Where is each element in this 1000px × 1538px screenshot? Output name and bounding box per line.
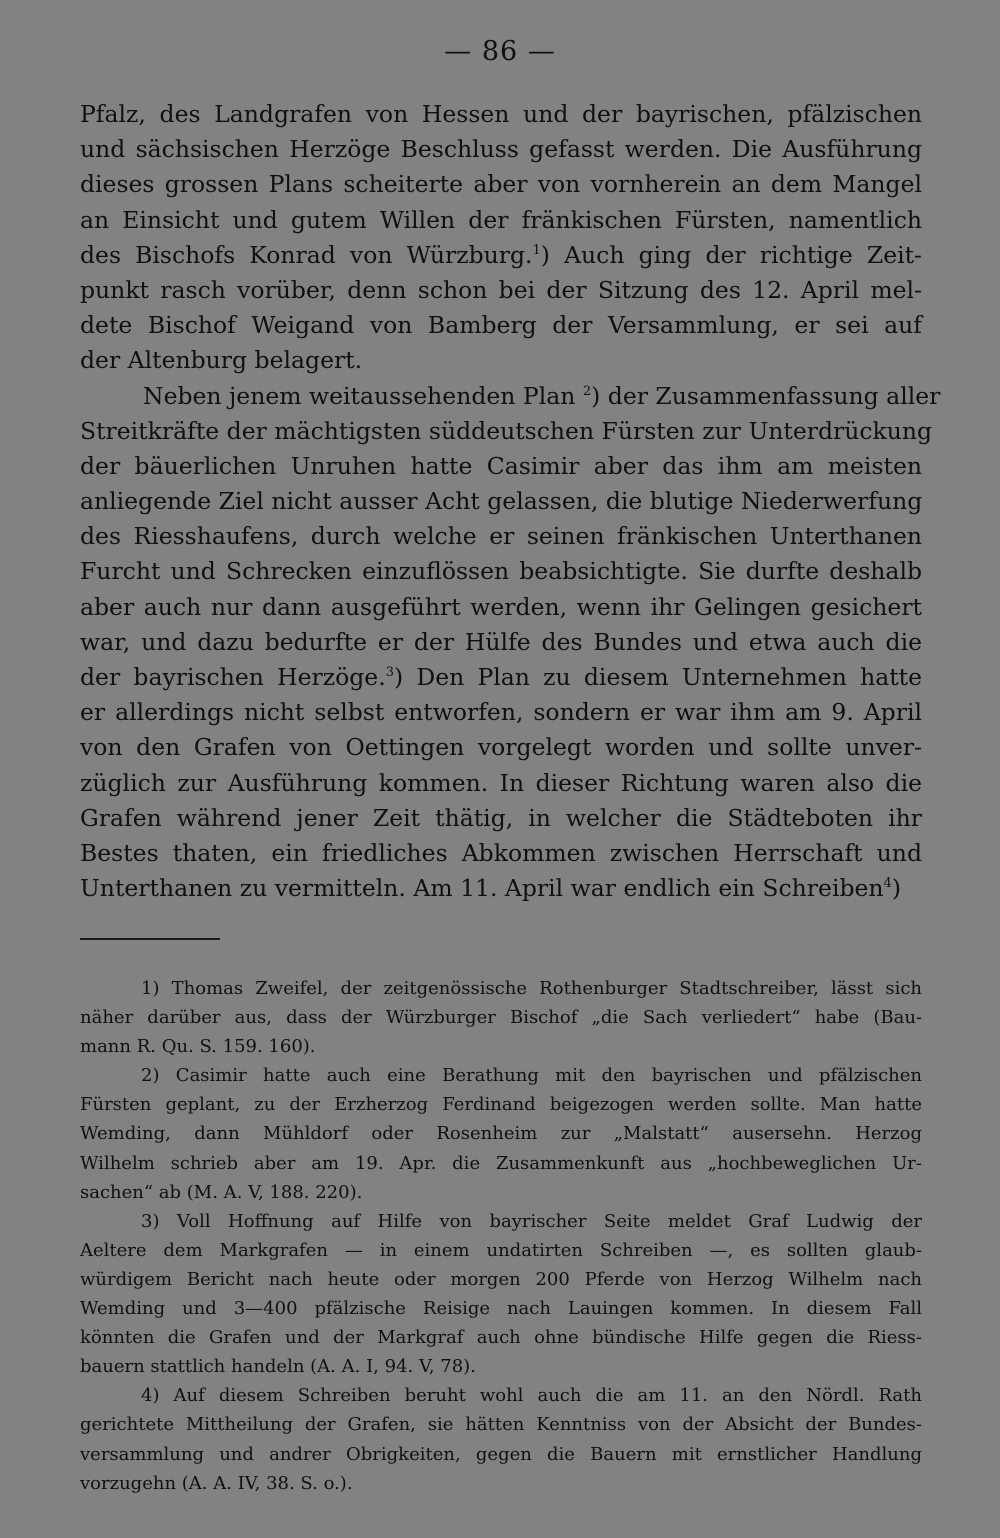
footnote-line: Aeltere dem Markgrafen — in einem undatirten Schreiben —, es sollten glaub- <box>80 1239 922 1261</box>
footnote-line: 4) Auf diesem Schreiben beruht wohl auch die am 11. an den Nördl. Rath <box>141 1385 922 1407</box>
main-text <box>80 97 941 906</box>
footnote-line: mann R. Qu. S. 159. 160). <box>80 1036 316 1058</box>
footnote-line: bauern stattlich handeln (A. A. I, 94. V, 78). <box>80 1356 476 1378</box>
page-number: — 86 — <box>444 36 556 67</box>
text-line: der bäuerlichen Unruhen hatte Casimir aber das ihm am meisten <box>80 451 922 480</box>
footnote-marker: 2 <box>582 383 592 399</box>
text-line: Grafen während jener Zeit thätig, in welcher die Städteboten ihr <box>80 803 922 832</box>
text-segment: der bayrischen Herzöge. <box>80 663 386 691</box>
text-line: züglich zur Ausführung kommen. In dieser Richtung waren also die <box>80 768 922 797</box>
text-segment: des Bischofs Konrad von Würzburg. <box>80 240 533 269</box>
footnote-marker: 4 <box>883 876 892 892</box>
text-segment: Neben jenem weitaussehenden Plan <box>143 381 583 410</box>
text-segment: ) der Zusammenfassung aller <box>591 381 941 410</box>
text-segment: ) Den Plan zu diesem Unternehmen hatte <box>393 663 923 691</box>
footnote-line: gerichtete Mittheilung der Grafen, sie hätten Kenntniss von der Absicht der Bundes- <box>80 1414 922 1436</box>
text-line: Streitkräfte der mächtigsten süddeutschen Fürsten zur Unterdrückung <box>80 416 933 445</box>
footnote-line: 1) Thomas Zweifel, der zeitgenössische Rothenburger Stadtschreiber, lässt sich <box>141 978 922 999</box>
text-line <box>80 238 922 273</box>
text-segment: ) Auch ging der richtige Zeit- <box>540 240 922 269</box>
text-line <box>80 871 922 906</box>
text-line: der Altenburg belagert. <box>80 346 363 375</box>
text-segment: Unterthanen zu vermitteln. Am 11. April war endlich ein Schreiben <box>80 874 884 903</box>
text-line: dieses grossen Plans scheiterte aber von vornherein an dem Mangel <box>80 170 922 199</box>
text-line: war, und dazu bedurfte er der Hülfe des Bundes und etwa auch die <box>80 627 922 656</box>
text-line: Bestes thaten, ein friedliches Abkommen zwischen Herrschaft und <box>80 838 922 867</box>
footnote-separator <box>80 938 220 940</box>
footnote-marker: 1 <box>532 242 541 258</box>
text-line: punkt rasch vorüber, denn schon bei der Sitzung des 12. April mel- <box>80 275 922 304</box>
footnote-line: vorzugehn (A. A. IV, 38. S. o.). <box>80 1472 353 1494</box>
footnote-line: näher darüber aus, dass der Würzburger Bischof „die Sach verliedert“ habe (Bau- <box>80 1007 922 1029</box>
text-line: an Einsicht und gutem Willen der fränkischen Fürsten, namentlich <box>80 205 922 234</box>
text-segment: ) <box>891 874 901 903</box>
text-line: des Riesshaufens, durch welche er seinen fränkischen Unterthanen <box>80 522 922 551</box>
text-line <box>80 379 941 414</box>
footnote-line: 2) Casimir hatte auch eine Berathung mit den bayrischen und pfälzischen <box>141 1065 922 1087</box>
text-line: von den Grafen von Oettingen vorgelegt worden und sollte unver- <box>80 733 922 762</box>
text-line: und sächsischen Herzöge Beschluss gefasst werden. Die Ausführung <box>80 135 922 164</box>
text-line <box>80 660 922 695</box>
text-line: Pfalz, des Landgrafen von Hessen und der bayrischen, pfälzischen <box>80 100 922 128</box>
footnote-line: könnten die Grafen und der Markgraf auch ohne bündische Hilfe gegen die Riess- <box>80 1327 922 1349</box>
footnote-line: Fürsten geplant, zu der Erzherzog Ferdinand beigezogen werden sollte. Man hatte <box>80 1094 922 1116</box>
footnote-line: Wemding, dann Mühldorf oder Rosenheim zur „Malstatt“ ausersehn. Herzog <box>80 1123 922 1145</box>
text-line: anliegende Ziel nicht ausser Acht gelassen, die blutige Niederwerfung <box>80 487 923 516</box>
footnote-line: Wilhelm schrieb aber am 19. Apr. die Zusammenkunft aus „hochbeweglichen Ur- <box>80 1152 922 1174</box>
footnotes <box>80 974 922 1498</box>
text-line: aber auch nur dann ausgeführt werden, wenn ihr Gelingen gesichert <box>80 592 922 621</box>
text-line: dete Bischof Weigand von Bamberg der Versammlung, er sei auf <box>80 311 922 340</box>
footnote-line: würdigem Bericht nach heute oder morgen 200 Pferde von Herzog Wilhelm nach <box>80 1268 922 1290</box>
footnote-line: versammlung und andrer Obrigkeiten, gegen die Bauern mit ernstlicher Handlung <box>80 1443 922 1465</box>
footnote-marker: 3 <box>385 665 394 680</box>
text-line: Furcht und Schrecken einzuflössen beabsichtigte. Sie durfte deshalb <box>80 557 922 586</box>
footnote-line: 3) Voll Hoffnung auf Hilfe von bayrischer Seite meldet Graf Ludwig der <box>141 1210 922 1232</box>
footnote-line: sachen“ ab (M. A. V, 188. 220). <box>80 1181 363 1203</box>
text-line: er allerdings nicht selbst entworfen, sondern er war ihm am 9. April <box>80 698 922 727</box>
footnote-line: Wemding und 3—400 pfälzische Reisige nach Lauingen kommen. In diesem Fall <box>80 1298 922 1320</box>
